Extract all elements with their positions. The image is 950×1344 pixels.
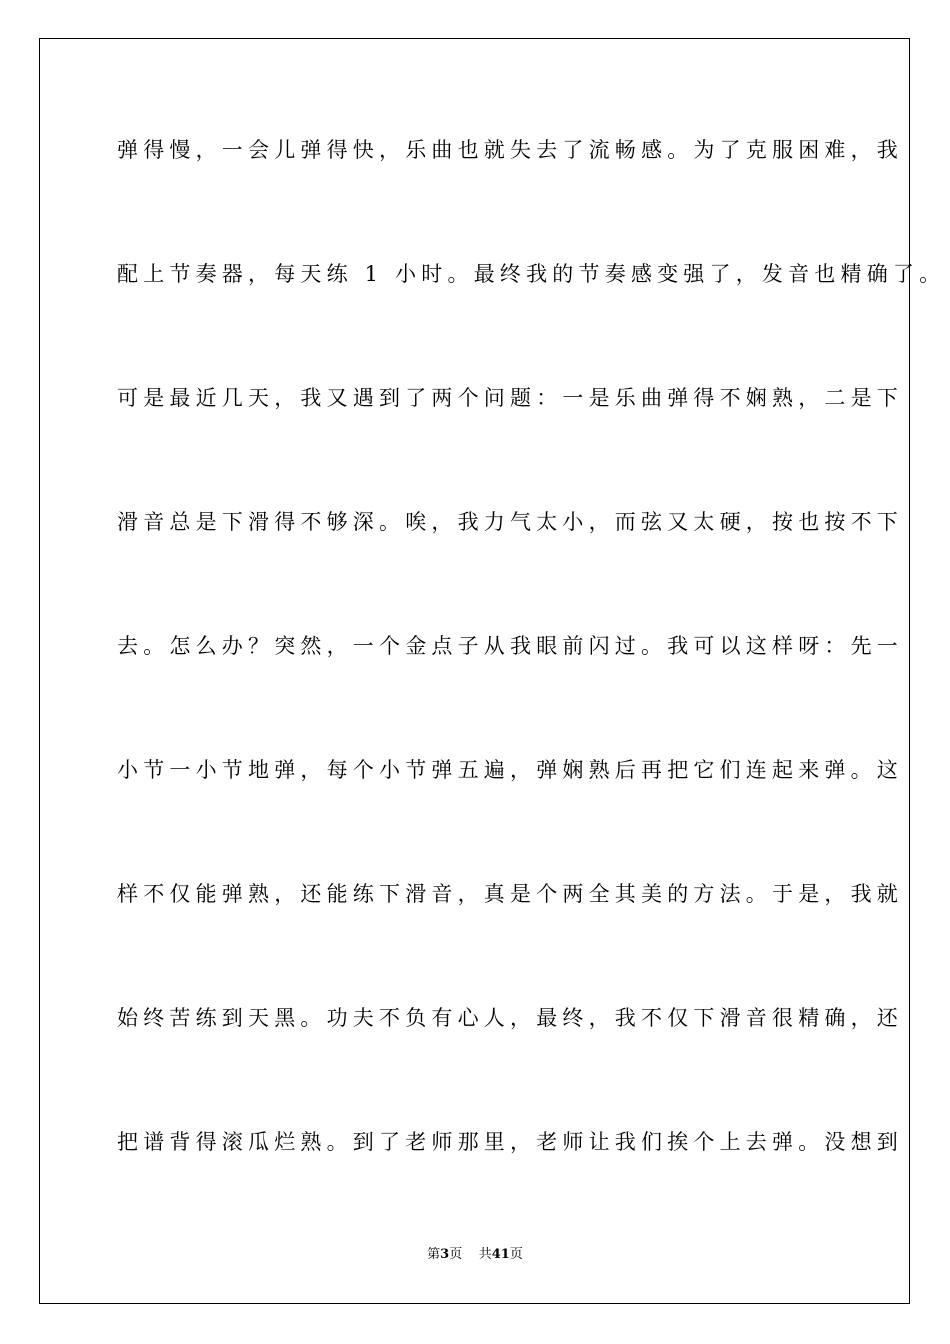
body-text-line-1: 弹得慢，一会儿弹得快，乐曲也就失去了流畅感。为了克服困难，我 [117, 138, 903, 162]
total-prefix: 共 [478, 1247, 492, 1262]
total-suffix: 页 [509, 1247, 523, 1262]
total-pages: 41 [491, 1247, 510, 1262]
page-footer [0, 1246, 950, 1264]
body-text-line-5: 去。怎么办？突然，一个金点子从我眼前闪过。我可以这样呀：先一 [117, 634, 903, 658]
body-text-line-8: 始终苦练到天黑。功夫不负有心人，最终，我不仅下滑音很精确，还 [117, 1006, 903, 1030]
page-border [39, 38, 946, 1304]
page-number: 3 [440, 1247, 450, 1262]
body-text-line-7: 样不仅能弹熟，还能练下滑音，真是个两全其美的方法。于是，我就 [117, 882, 903, 906]
body-text-line-6: 小节一小节地弹，每个小节弹五遍，弹娴熟后再把它们连起来弹。这 [117, 758, 903, 782]
page-suffix: 页 [449, 1247, 463, 1262]
body-text-line-2: 配上节奏器，每天练 1 小时。最终我的节奏感变强了，发音也精确了。 [117, 262, 946, 286]
body-text-line-4: 滑音总是下滑得不够深。唉，我力气太小，而弦又太硬，按也按不下 [117, 510, 903, 534]
body-text-line-9: 把谱背得滚瓜烂熟。到了老师那里，老师让我们挨个上去弹。没想到 [117, 1130, 903, 1154]
page-prefix: 第 [427, 1247, 441, 1262]
body-text-line-3: 可是最近几天，我又遇到了两个问题：一是乐曲弹得不娴熟，二是下 [117, 386, 903, 410]
